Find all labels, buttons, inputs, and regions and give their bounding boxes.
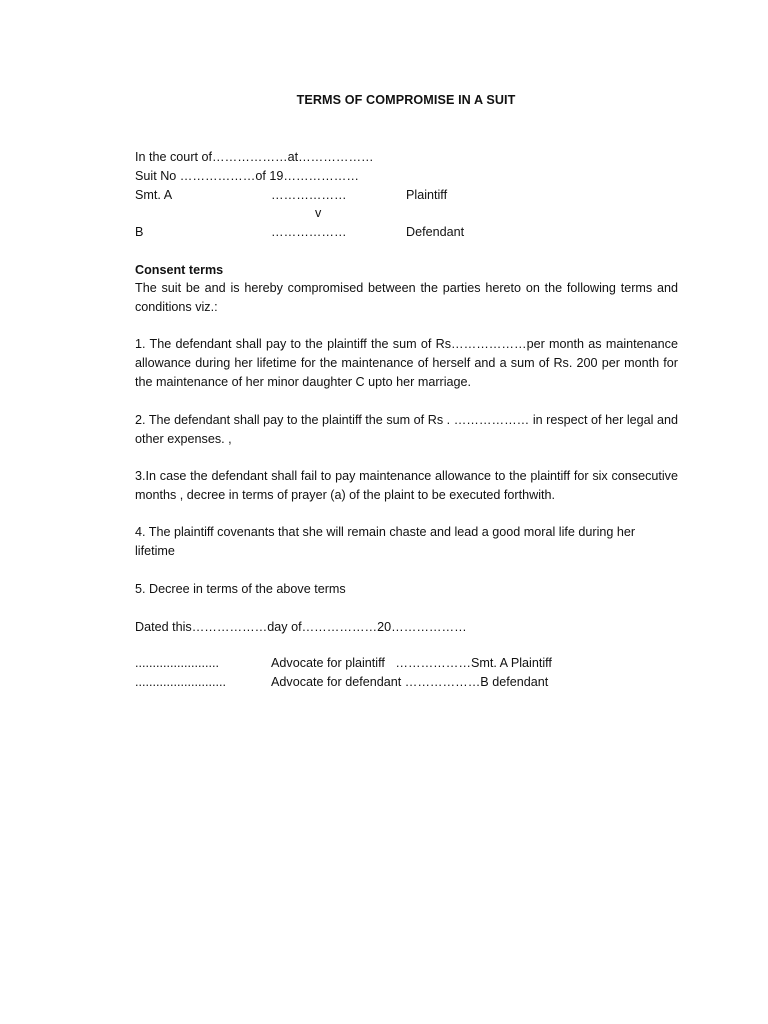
court-line: In the court of………………at………………: [135, 150, 374, 164]
suit-number-line: Suit No ………………of 19………………: [135, 169, 359, 183]
signature-plaintiff-advocate: Advocate for plaintiff ………………Smt. A Plaintiff: [271, 656, 552, 670]
defendant-name: B: [135, 225, 144, 239]
clause-5: 5. Decree in terms of the above terms: [135, 582, 346, 596]
document-title: TERMS OF COMPROMISE IN A SUIT: [296, 93, 516, 107]
clause-1: 1. The defendant shall pay to the plaintiff the sum of Rs………………per month as maintenance allowance during her lifetime for the maintenance of herself and a sum of Rs. 200 per month for the maintenance of her minor daughter C upto her marriage.: [135, 337, 678, 389]
clause-2: 2. The defendant shall pay to the plaintiff the sum of Rs . ……………… in respect of her legal and other expenses. ,: [135, 413, 678, 446]
defendant-blank: ………………: [271, 225, 347, 239]
plaintiff-blank: ………………: [271, 188, 347, 202]
signature-defendant-advocate: Advocate for defendant ………………B defendant: [271, 675, 549, 689]
signature-blank-plaintiff: ........................: [135, 656, 219, 670]
plaintiff-role: Plaintiff: [406, 188, 448, 202]
intro-paragraph: The suit be and is hereby compromised between the parties hereto on the following terms and conditions viz.:: [135, 281, 678, 314]
clause-3: 3.In case the defendant shall fail to pay maintenance allowance to the plaintiff for six consecutive months , decree in terms of prayer (a) of the plaint to be executed forthwith.: [135, 469, 678, 502]
consent-terms-heading: Consent terms: [135, 263, 224, 277]
dated-line: Dated this………………day of………………20………………: [135, 620, 467, 634]
defendant-role: Defendant: [406, 225, 465, 239]
plaintiff-name: Smt. A: [135, 188, 173, 202]
signature-blank-defendant: ..........................: [135, 675, 226, 689]
clause-4: 4. The plaintiff covenants that she will remain chaste and lead a good moral life during her lifetime: [135, 525, 636, 558]
versus-label: v: [315, 206, 322, 220]
